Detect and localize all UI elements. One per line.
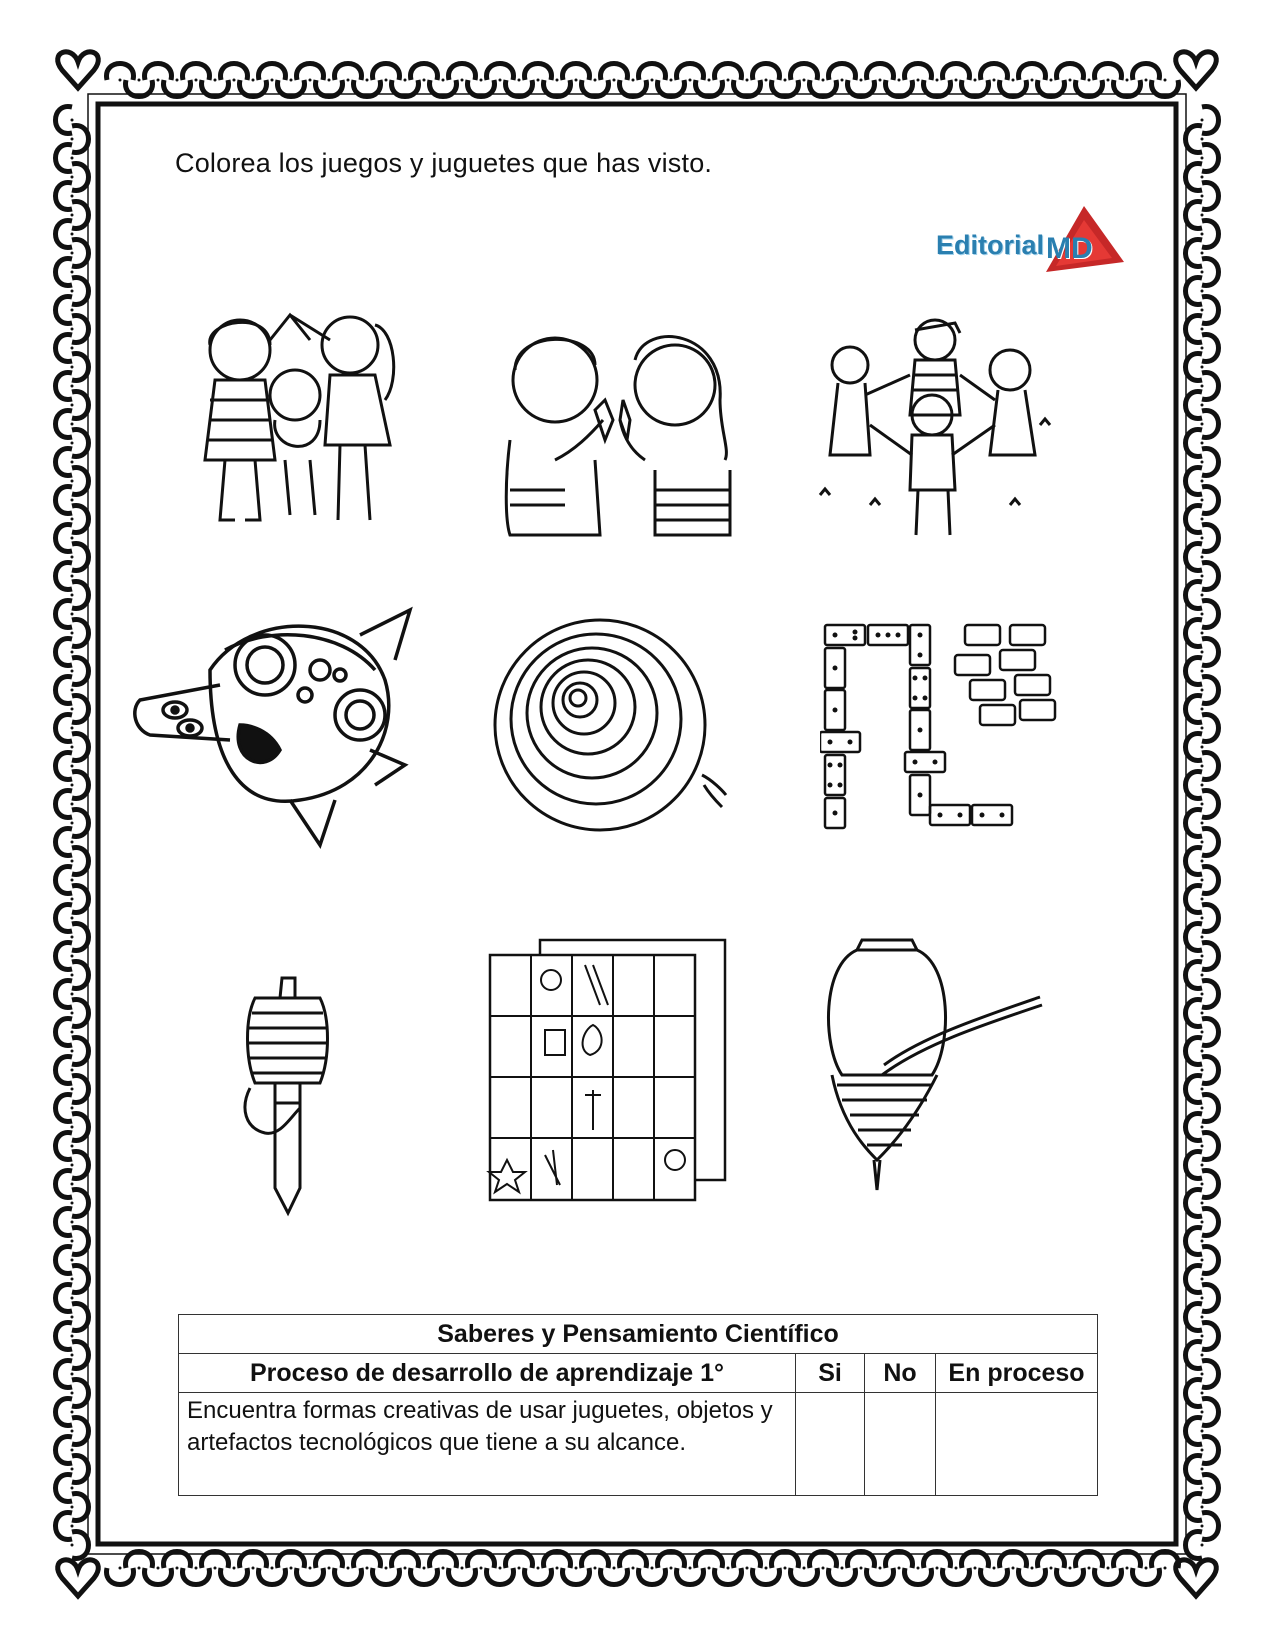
instruction-text: Colorea los juegos y juguetes que has visto. [175, 148, 713, 178]
rubric-title: Saberes y Pensamiento Científico [179, 1315, 1098, 1354]
editorial-logo [936, 202, 1126, 286]
ronda-icon [810, 305, 1060, 550]
header-yes: Si [796, 1354, 865, 1393]
checkbox-no[interactable] [865, 1393, 936, 1496]
ninos-jugando-icon [180, 300, 420, 550]
header-process: Proceso de desarrollo de aprendizaje 1° [179, 1354, 796, 1393]
rubric-table [178, 1314, 1098, 1496]
logo-text: Editorial [936, 230, 1045, 260]
yoyo-icon [490, 615, 730, 835]
loteria-icon [485, 935, 740, 1205]
balero-icon [240, 958, 340, 1218]
checkbox-yes[interactable] [796, 1393, 865, 1496]
header-no: No [865, 1354, 936, 1393]
trompo-icon [822, 935, 1047, 1195]
header-in-progress: En proceso [936, 1354, 1098, 1393]
logo-mark: MD [1046, 232, 1093, 265]
alebrije-icon [130, 600, 420, 850]
domino-icon [820, 620, 1060, 835]
juego-de-manos-icon [495, 320, 735, 550]
checkbox-in-progress[interactable] [936, 1393, 1098, 1496]
rubric-criterion: Encuentra formas creativas de usar juguetes, objetos y artefactos tecnológicos que tiene a su alcance. [179, 1393, 796, 1496]
